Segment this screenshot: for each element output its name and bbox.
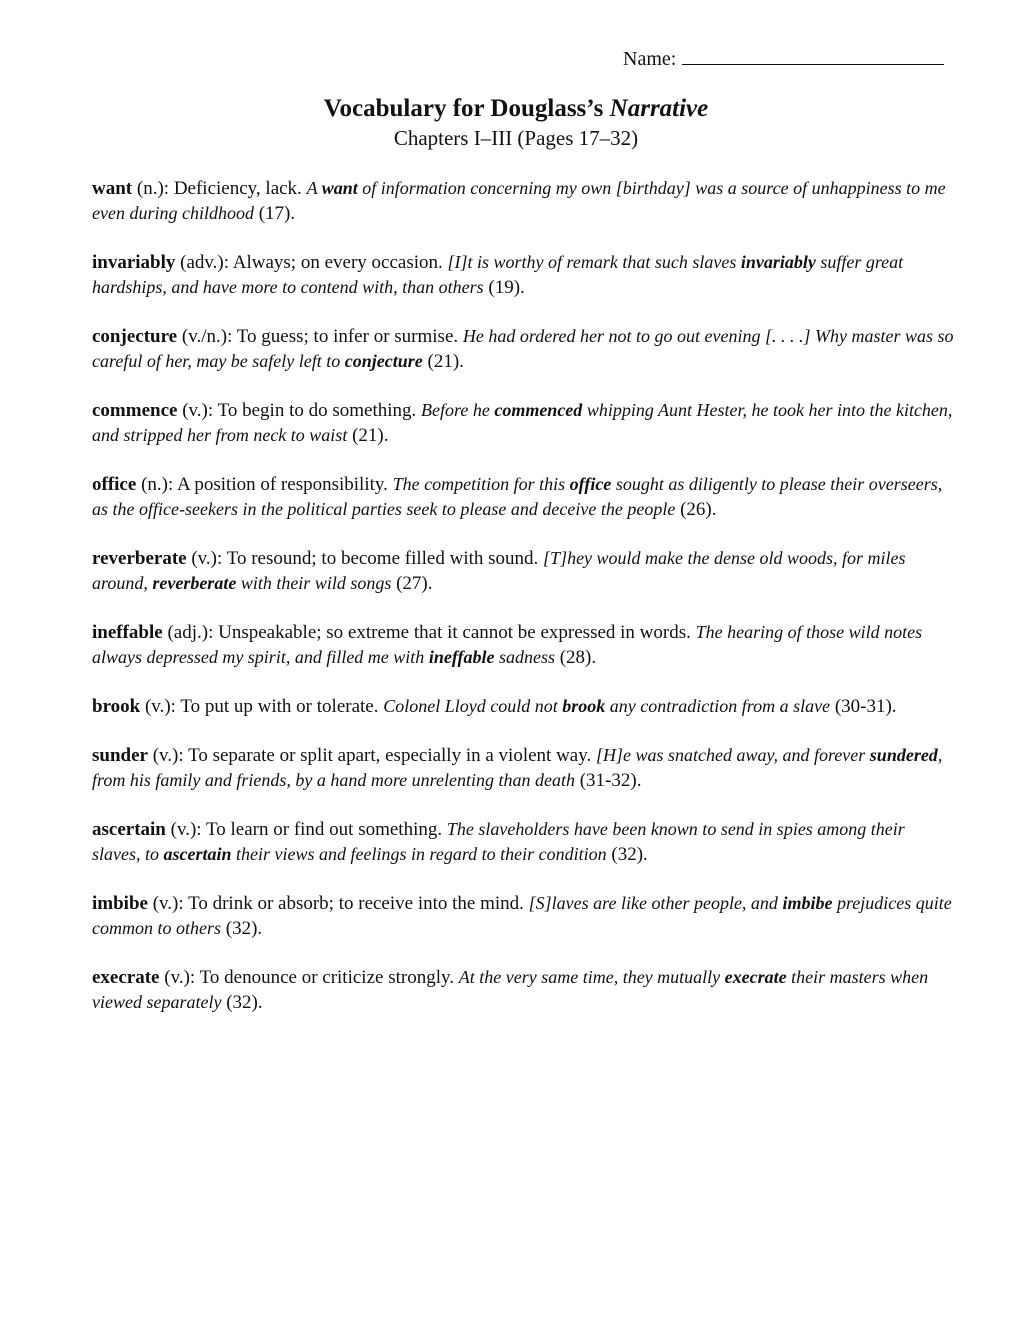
part-of-speech: (v.): <box>186 548 227 569</box>
page-reference: (32). <box>606 844 648 865</box>
vocab-entry <box>92 324 954 374</box>
page-reference: (21). <box>347 425 389 446</box>
page-reference: (31-32). <box>574 770 642 791</box>
part-of-speech: (v.): <box>140 696 181 717</box>
definition: To begin to do something. <box>217 400 422 421</box>
example-quote: The hearing of those wild notes always depressed my spirit, and filled me with ineffable sadness <box>92 622 923 667</box>
vocab-word: commence <box>92 400 178 421</box>
example-quote: He had ordered her not to go out evening [. . . .] Why master was so careful of her, may be safely left to conjecture <box>92 326 954 371</box>
example-quote: [I]t is worthy of remark that such slaves invariably suffer great hardships, and have more to contend with, than others <box>92 252 904 297</box>
definition: To separate or split apart, especially in a violent way. <box>188 745 596 766</box>
vocab-word: conjecture <box>92 326 178 347</box>
name-blank-line <box>682 46 944 65</box>
part-of-speech: (v.): <box>147 745 189 766</box>
definition: To drink or absorb; to receive into the mind. <box>188 893 529 914</box>
definition: To resound; to become filled with sound. <box>226 548 544 569</box>
page-reference: (32). <box>221 992 263 1013</box>
part-of-speech: (n.): <box>132 178 174 199</box>
definition: To guess; to infer or surmise. <box>236 326 463 347</box>
example-quote: [S]laves are like other people, and imbibe prejudices quite common to others <box>92 893 952 938</box>
vocab-entry <box>92 965 954 1015</box>
title-book: Narrative <box>609 95 709 122</box>
example-quote: [T]hey would make the dense old woods, for miles around, reverberate with their wild songs <box>92 548 906 593</box>
page-reference: (27). <box>391 573 433 594</box>
example-quote: Colonel Lloyd could not brook any contradiction from a slave <box>383 696 831 716</box>
vocab-entry <box>92 891 954 941</box>
example-quote: The slaveholders have been known to send in spies among their slaves, to ascertain their views and feelings in regard to their condition <box>92 819 905 864</box>
vocab-entry <box>92 817 954 867</box>
vocab-entry <box>92 546 954 596</box>
page-reference: (28). <box>554 647 597 668</box>
example-quote: At the very same time, they mutually execrate their masters when viewed separately <box>92 967 929 1012</box>
part-of-speech: (v.): <box>147 893 189 914</box>
page-reference: (19). <box>483 277 525 298</box>
vocabulary-list <box>92 176 954 1039</box>
definition: A position of responsibility. <box>176 474 393 495</box>
vocab-word: office <box>92 474 137 495</box>
vocab-entry <box>92 398 954 448</box>
vocab-entry <box>92 694 954 719</box>
vocab-entry <box>92 176 954 226</box>
name-field <box>623 46 944 71</box>
part-of-speech: (n.): <box>136 474 177 495</box>
part-of-speech: (v.): <box>159 967 200 988</box>
vocab-entry <box>92 250 954 300</box>
vocab-entry <box>92 472 954 522</box>
page-reference: (17). <box>253 203 296 224</box>
part-of-speech: (v.): <box>177 400 218 421</box>
vocab-entry <box>92 743 954 793</box>
definition: Unspeakable; so extreme that it cannot be expressed in words. <box>218 622 696 643</box>
vocab-word: imbibe <box>92 893 148 914</box>
vocab-entry <box>92 620 954 670</box>
example-quote: Before he commenced whipping Aunt Hester, he took her into the kitchen, and stripped her from neck to waist <box>92 400 953 445</box>
page-reference: (26). <box>675 499 717 520</box>
definition: To learn or find out something. <box>205 819 447 840</box>
definition: Always; on every occasion. <box>232 252 448 273</box>
part-of-speech: (v.): <box>165 819 206 840</box>
page-reference: (32). <box>221 918 263 939</box>
definition: Deficiency, lack. <box>173 178 307 199</box>
part-of-speech: (v./n.): <box>177 326 237 347</box>
definition: To denounce or criticize strongly. <box>199 967 459 988</box>
title-main: Vocabulary for Douglass’s <box>323 95 610 122</box>
vocab-word: execrate <box>92 967 160 988</box>
part-of-speech: (adj.): <box>162 622 219 643</box>
page-subtitle: Chapters I–III (Pages 17–32) <box>393 126 639 150</box>
header <box>0 94 1032 152</box>
page-reference: (30-31). <box>830 696 897 717</box>
page-title <box>0 94 1032 124</box>
vocab-word: invariably <box>92 252 176 273</box>
vocab-word: ascertain <box>92 819 166 840</box>
vocab-word: want <box>92 178 133 199</box>
vocab-word: ineffable <box>92 622 163 643</box>
page-reference: (21). <box>422 351 464 372</box>
name-label: Name: <box>623 48 677 70</box>
example-quote: A want of information concerning my own [birthday] was a source of unhappiness to me even during childhood <box>92 178 946 223</box>
example-quote: The competition for this office sought as diligently to please their overseers, as the office-seekers in the political parties seek to please and deceive the people <box>92 474 943 519</box>
vocab-word: brook <box>92 696 141 717</box>
example-quote: [H]e was snatched away, and forever sundered, from his family and friends, by a hand more unrelenting than death <box>92 745 943 790</box>
definition: To put up with or tolerate. <box>180 696 384 717</box>
vocab-word: reverberate <box>92 548 187 569</box>
vocab-word: sunder <box>92 745 148 766</box>
part-of-speech: (adv.): <box>175 252 233 273</box>
